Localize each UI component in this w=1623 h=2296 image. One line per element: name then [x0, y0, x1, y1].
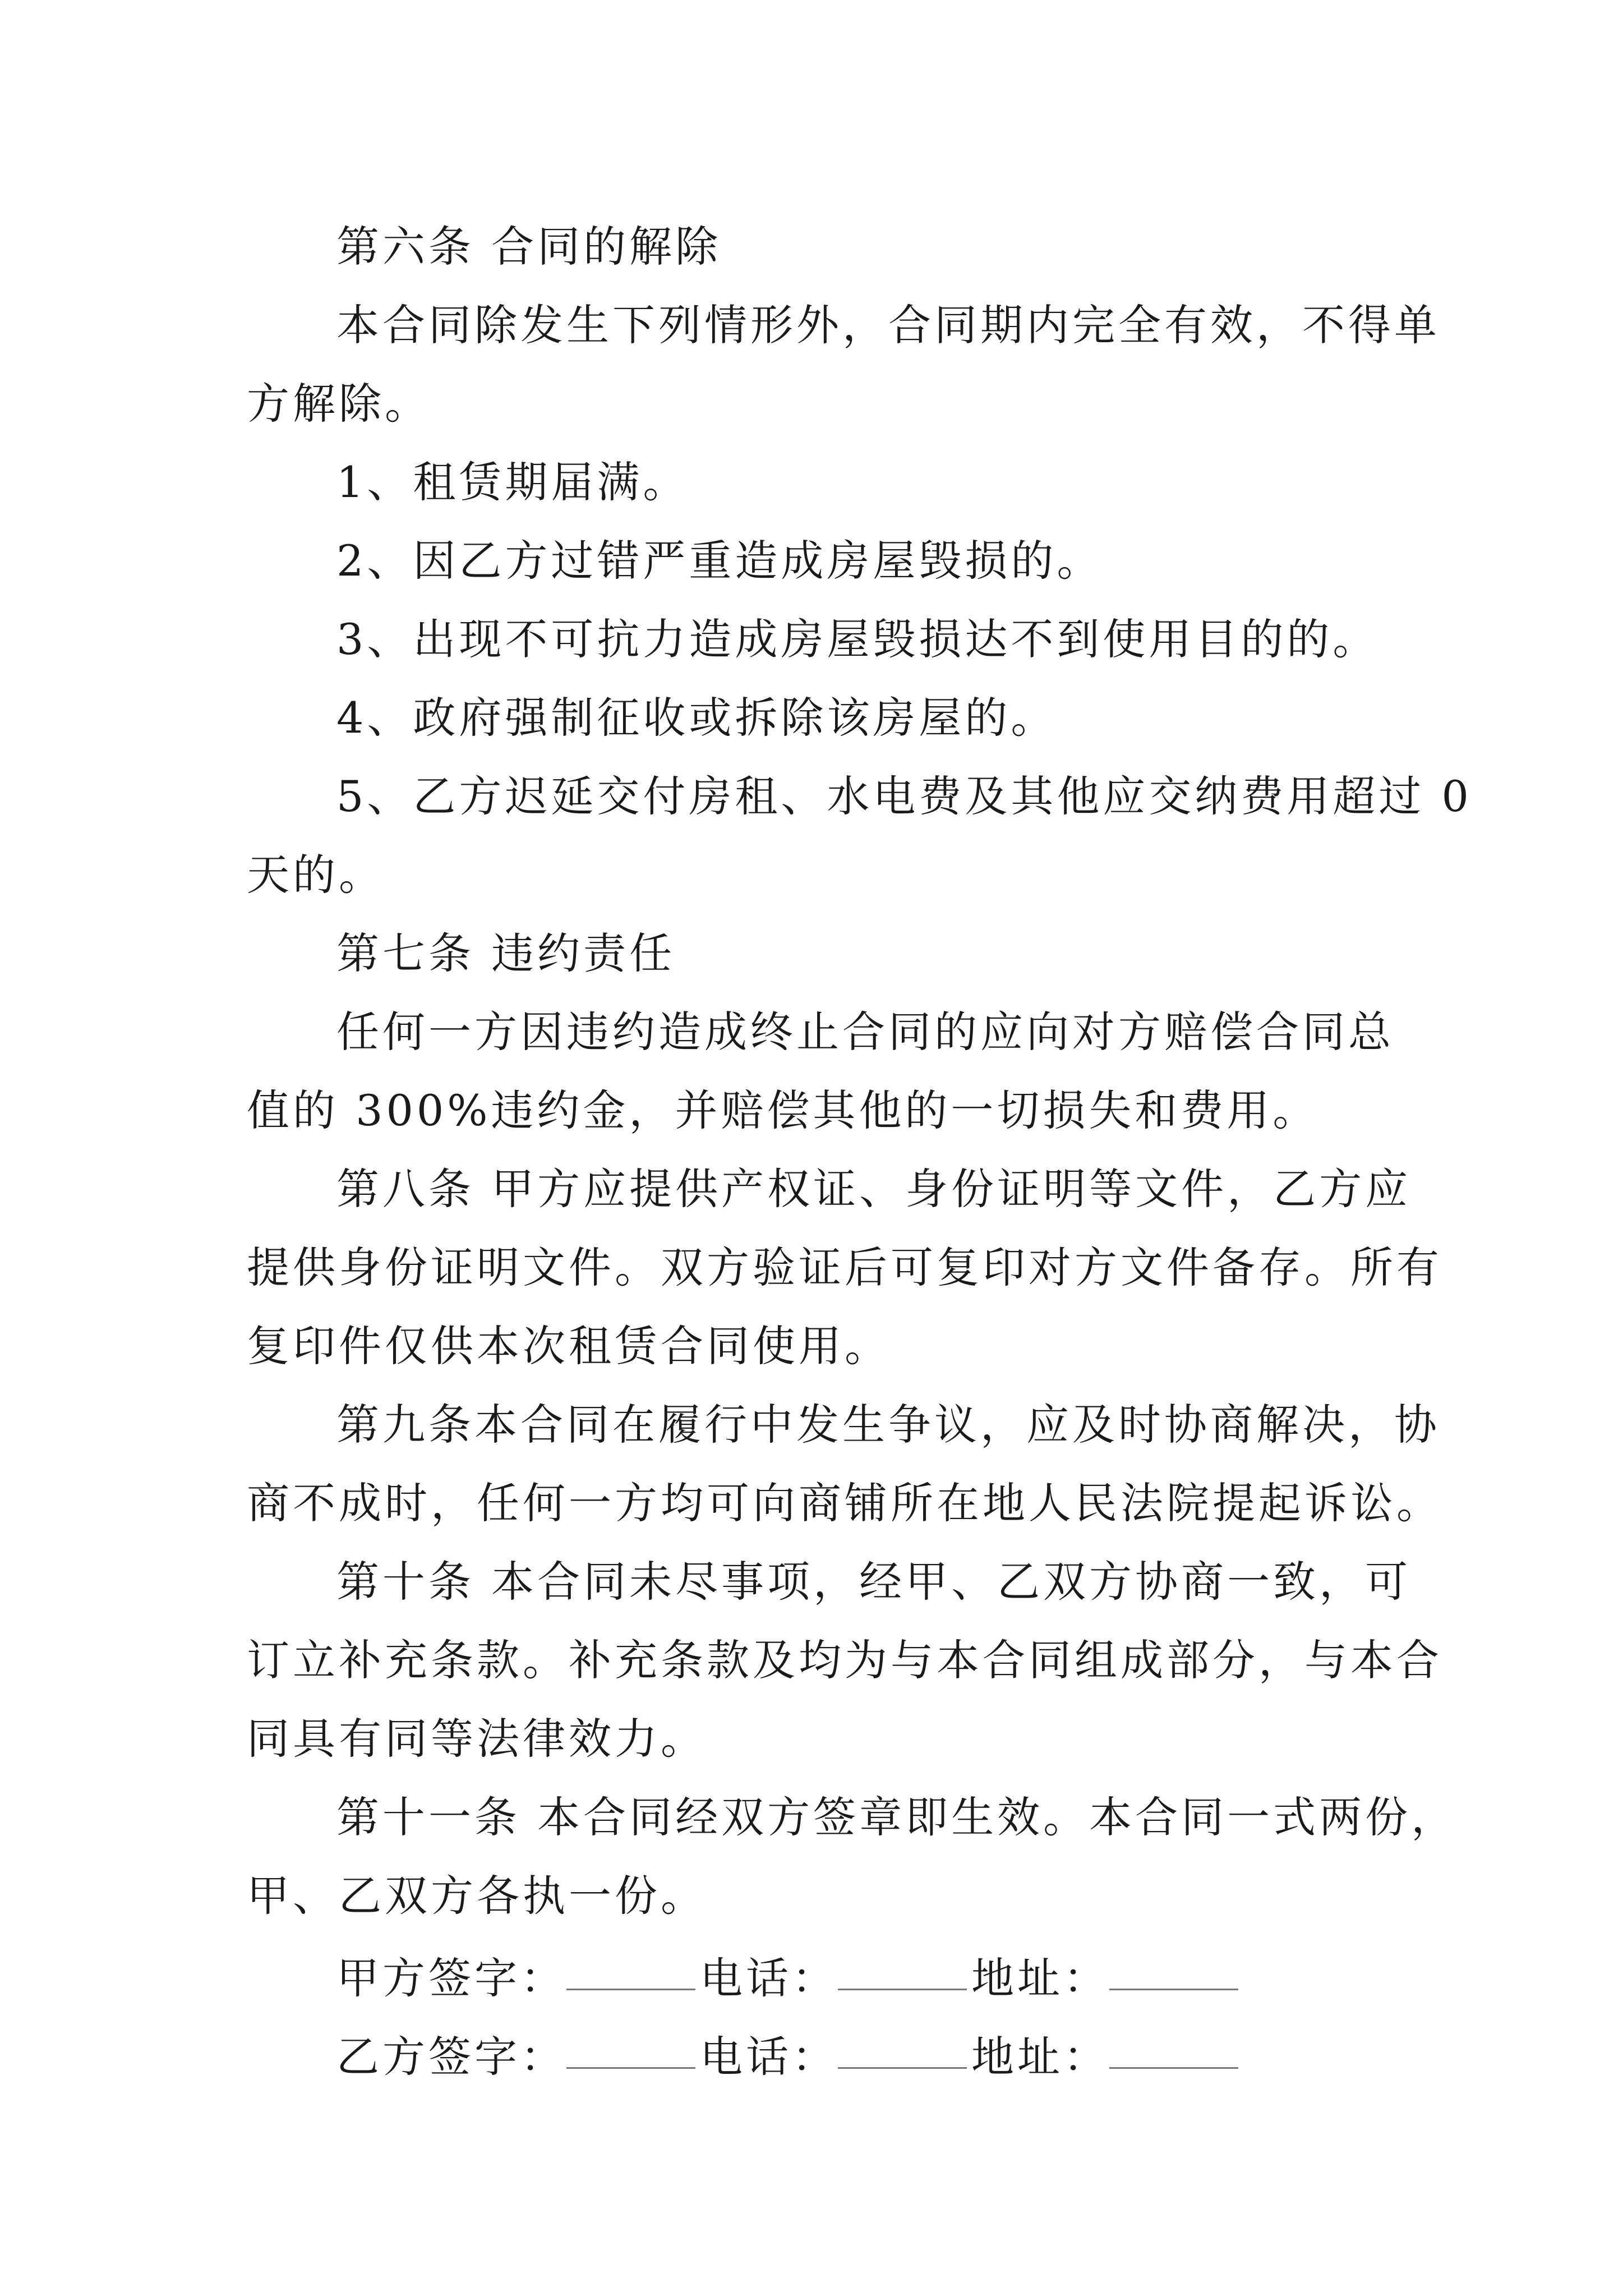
termination-item-1: 1、租赁期届满。 [336, 457, 689, 507]
party-b-signature-row [247, 2014, 1391, 2092]
clause-8-line-3: 复印件仅供本次租赁合同使用。 [247, 1321, 891, 1371]
clause-9-line-2: 商不成时，任何一方均可向商铺所在地人民法院提起诉讼。 [247, 1478, 1442, 1528]
clause-7-text-line-2: 值的 300%违约金，并赔偿其他的一切损失和费用。 [247, 1085, 1319, 1135]
clause-11-line-1: 第十一条 本合同经双方签章即生效。本合同一式两份， [336, 1792, 1458, 1842]
clause-8-line-2: 提供身份证明文件。双方验证后可复印对方文件备存。所有 [247, 1243, 1442, 1292]
party-b-sign-label: 乙方签字： [336, 2031, 566, 2082]
termination-item-3: 3、出现不可抗力造成房屋毁损达不到使用目的的。 [336, 614, 1379, 664]
clause-10-line-2: 订立补充条款。补充条款及均为与本合同组成部分，与本合 [247, 1635, 1442, 1685]
party-a-address-blank[interactable] [1109, 1955, 1238, 1990]
party-a-phone-blank[interactable] [838, 1955, 967, 1990]
clause-7-heading: 第七条 违约责任 [336, 928, 676, 978]
clause-11-line-2: 甲、乙双方各执一份。 [247, 1871, 707, 1921]
party-b-sign-blank[interactable] [566, 2033, 695, 2069]
termination-item-2: 2、因乙方过错严重造成房屋毁损的。 [336, 536, 1103, 586]
termination-item-5-line-2: 天的。 [247, 850, 385, 900]
party-a-address-label: 地址： [971, 1953, 1109, 2003]
clause-9-line-1: 第九条本合同在履行中发生争议，应及时协商解决，协 [336, 1400, 1440, 1450]
party-a-sign-blank[interactable] [566, 1955, 695, 1990]
clause-10-line-3: 同具有同等法律效力。 [247, 1714, 707, 1764]
party-b-address-blank[interactable] [1109, 2033, 1238, 2069]
termination-item-4: 4、政府强制征收或拆除该房屋的。 [336, 693, 1057, 743]
clause-7-text-line-1: 任何一方因违约造成终止合同的应向对方赔偿合同总 [336, 1007, 1394, 1057]
party-a-signature-row [247, 1935, 1391, 2014]
clause-6-text-line-2: 方解除。 [247, 379, 431, 429]
party-a-sign-label: 甲方签字： [336, 1953, 566, 2003]
party-a-phone-label: 电话： [700, 1953, 838, 2003]
clause-8-line-1: 第八条 甲方应提供产权证、身份证明等文件，乙方应 [336, 1164, 1412, 1214]
party-b-address-label: 地址： [971, 2031, 1109, 2082]
termination-item-5-line-1: 5、乙方迟延交付房租、水电费及其他应交纳费用超过 0 [336, 771, 1472, 821]
document-body [247, 208, 1472, 2092]
clause-6-text-line-1: 本合同除发生下列情形外，合同期内完全有效，不得单 [336, 300, 1440, 350]
party-b-phone-label: 电话： [700, 2031, 838, 2082]
clause-6-heading: 第六条 合同的解除 [336, 222, 722, 272]
party-b-phone-blank[interactable] [838, 2033, 967, 2069]
clause-10-line-1: 第十条 本合同未尽事项，经甲、乙双方协商一致，可 [336, 1557, 1412, 1607]
